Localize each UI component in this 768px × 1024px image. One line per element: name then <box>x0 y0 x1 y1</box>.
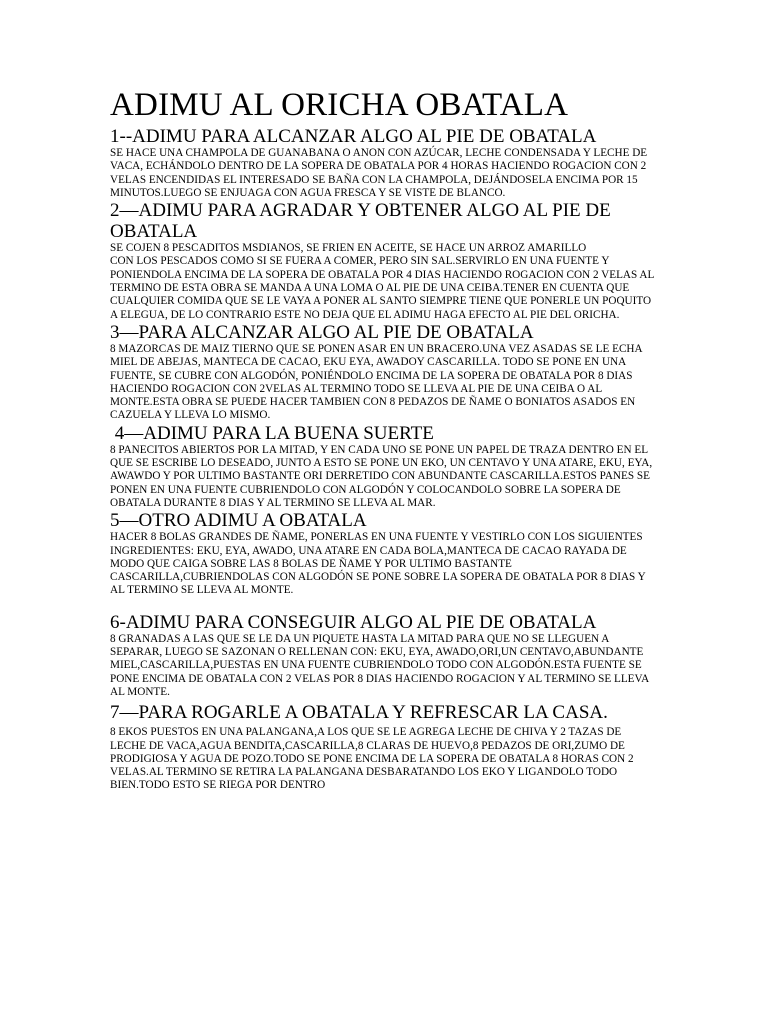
section-heading: 4—ADIMU PARA LA BUENA SUERTE <box>110 422 434 444</box>
section-1 <box>110 126 658 200</box>
section-heading: 7—PARA ROGARLE A OBATALA Y REFRESCAR LA CASA. <box>110 702 608 724</box>
section-paragraph: SE COJEN 8 PESCADITOS MSDIANOS, SE FRIEN EN ACEITE, SE HACE UN ARROZ AMARILLO <box>110 242 587 255</box>
section-paragraph: 8 MAZORCAS DE MAIZ TIERNO QUE SE PONEN ASAR EN UN BRACERO.UNA VEZ ASADAS SE LE ECHA MIEL DE ABEJAS, MANTECA DE CACAO, EKU EYA, AWADOY CASCARILLA. TODO SE PONE EN UNA FUENTE, SE CUBRE CON ALGODÓN, PONIÉNDOLO ENCIMA DE LA SOPERA DE OBATALA POR 8 DIAS HACIENDO ROGACION CON 2VELAS AL TERMINO TODO SE LLEVA AL PIE DE UNA CEIBA O AL MONTE.ESTA OBRA SE PUEDE HACER TAMBIEN CON 8 PEDAZOS DE ÑAME O BONIATOS ASADOS EN CAZUELA Y LLEVA LO MISMO. <box>110 342 642 422</box>
section-paragraph: 8 PANECITOS ABIERTOS POR LA MITAD, Y EN CADA UNO SE PONE UN PAPEL DE TRAZA DENTRO EN EL QUE SE ESCRIBE LO DESEADO, JUNTO A ESTO SE PONE UN EKO, UN CENTAVO Y UNA ATARE, EKU, EYA, AWAWDO Y POR ULTIMO BASTANTE ORI DERRETIDO CON ABUNDANTE CASCARILLA.ESTOS PANES SE PONEN EN UNA FUENTE CUBRIENDOLO CON ALGODÓN Y COLOCANDOLO SOBRE LA SOPERA DE OBATALA DURANTE 8 DIAS Y AL TERMINO SE LLEVA AL MAR. <box>110 443 653 509</box>
section-3 <box>110 322 658 423</box>
spacer <box>110 598 658 612</box>
section-7 <box>110 699 658 792</box>
document-page <box>110 86 658 793</box>
section-heading: 6-ADIMU PARA CONSEGUIR ALGO AL PIE DE OBATALA <box>110 611 597 633</box>
section-paragraph: HACER 8 BOLAS GRANDES DE ÑAME, PONERLAS EN UNA FUENTE Y VESTIRLO CON LOS SIGUIENTES INGREDIENTES: EKU, EYA, AWADO, UNA ATARE EN CADA BOLA,MANTECA DE CACAO RAYADA DE MODO QUE CAIGA SOBRE LAS 8 BOLAS DE ÑAME Y POR ULTIMO BASTANTE CASCARILLA,CUBRIENDOLAS CON ALGODÓN SE PONE SOBRE LA SOPERA DE OBATALA POR 8 DIAS Y AL TERMINO SE LLEVA AL MONTE. <box>110 531 646 597</box>
section-paragraph: 8 GRANADAS A LAS QUE SE LE DA UN PIQUETE HASTA LA MITAD PARA QUE NO SE LLEGUEN A SEPARAR, LUEGO SE SAZONAN O RELLENAN CON: EKU, EYA, AWADO,ORI,UN CENTAVO,ABUNDANTE MIEL,CASCARILLA,PUESTAS EN UNA FUENTE CUBRIENDOLO TODO CON ALGODÓN.ESTA FUENTE SE PONE ENCIMA DE OBATALA CON 2 VELAS POR 8 DIAS HACIENDO ROGACION Y AL TERMINO SE LLEVA AL MONTE. <box>110 632 649 698</box>
section-paragraph: CON LOS PESCADOS COMO SI SE FUERA A COMER, PERO SIN SAL.SERVIRLO EN UNA FUENTE Y PONIENDOLA ENCIMA DE LA SOPERA DE OBATALA POR 4 DIAS HACIENDO ROGACION CON 2 VELAS AL TERMINO DE ESTA OBRA SE MANDA A UNA LOMA O AL PIE DE UNA CEIBA.TENER EN CUENTA QUE CUALQUIER COMIDA QUE SE LE VAYA A PONER AL SANTO SIEMPRE TIENE QUE PONERLE UN POQUITO A ELEGUA, DE LO CONTRARIO ESTE NO DEJA QUE EL ADIMU HAGA EFECTO AL PIE DEL ORICHA. <box>110 255 654 321</box>
section-paragraph: 8 EKOS PUESTOS EN UNA PALANGANA,A LOS QUE SE LE AGREGA LECHE DE CHIVA Y 2 TAZAS DE LECHE DE VACA,AGUA BENDITA,CASCARILLA,8 CLARAS DE HUEVO,8 PEDAZOS DE ORI,ZUMO DE PRODIGIOSA Y AGUA DE POZO.TODO SE PONE ENCIMA DE LA SOPERA DE OBATALA 8 HORAS CON 2 VELAS.AL TERMINO SE RETIRA LA PALANGANA DESBARATANDO LOS EKO Y LIGANDOLO TODO BIEN.TODO ESTO SE RIEGA POR DENTRO <box>110 726 634 792</box>
section-2 <box>110 200 658 322</box>
document-title: ADIMU AL ORICHA OBATALA <box>110 87 569 123</box>
section-5 <box>110 510 658 597</box>
section-4 <box>110 423 658 510</box>
section-heading: 5—OTRO ADIMU A OBATALA <box>110 510 367 532</box>
section-paragraph: SE HACE UNA CHAMPOLA DE GUANABANA O ANON CON AZÚCAR, LECHE CONDENSADA Y LECHE DE VACA, ECHÁNDOLO DENTRO DE LA SOPERA DE OBATALA POR 4 HORAS HACIENDO ROGACION CON 2 VELAS ENCENDIDAS EL INTERESADO SE BAÑA CON LA CHAMPOLA, DEJÁNDOSELA ENCIMA POR 15 MINUTOS.LUEGO SE ENJUAGA CON AGUA FRESCA Y SE VISTE DE BLANCO. <box>110 147 648 199</box>
section-heading: 3—PARA ALCANZAR ALGO AL PIE DE OBATALA <box>110 321 534 343</box>
section-heading: 2—ADIMU PARA AGRADAR Y OBTENER ALGO AL PIE DE OBATALA <box>110 200 611 243</box>
section-6 <box>110 612 658 699</box>
section-heading: 1--ADIMU PARA ALCANZAR ALGO AL PIE DE OBATALA <box>110 126 597 147</box>
